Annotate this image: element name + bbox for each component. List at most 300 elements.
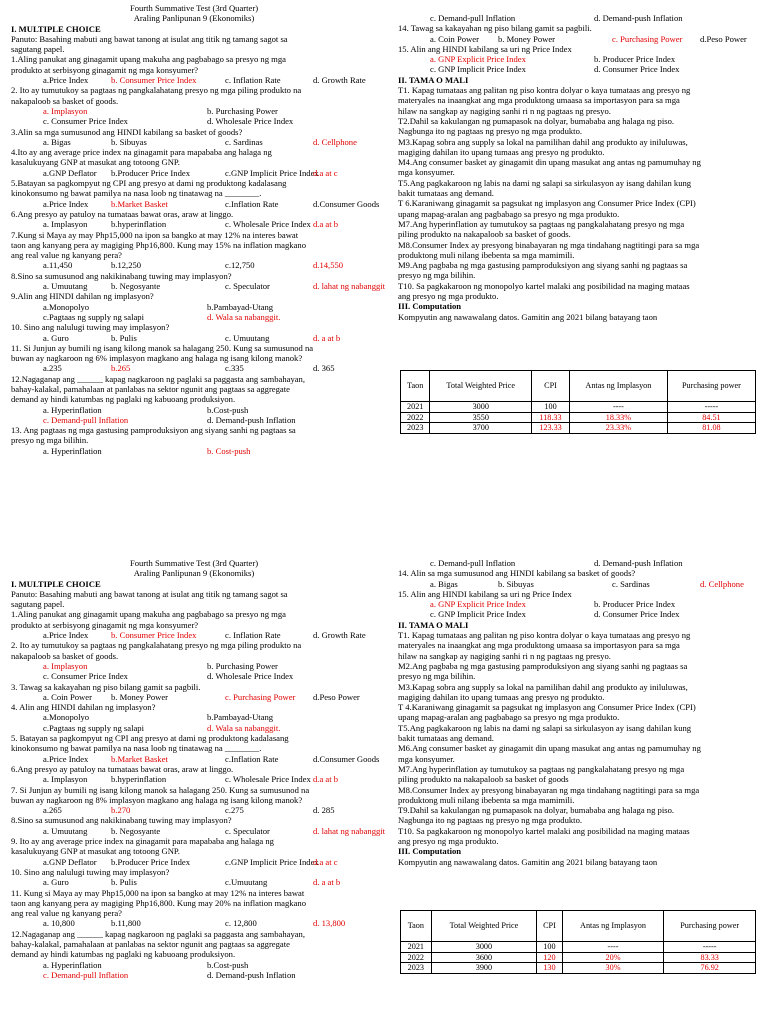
line-text: 2. Ito ay tumutukoy sa pagtaas ng pangkalahatang presyo ng mga piling produkto na	[11, 85, 302, 96]
choice-option: b. Purchasing Power	[207, 105, 278, 116]
choice-option: c.GNP Implicit Price Index	[225, 856, 319, 867]
choice-option: c. Sardinas	[612, 578, 650, 589]
choice-option: c. 12,800	[225, 918, 257, 929]
line-text: 8.Sino sa sumusunod ang nakikinabang tuwing may implasyon?	[11, 270, 232, 281]
version2-left-line	[11, 640, 377, 650]
version1-left-line	[11, 446, 377, 456]
line-text: piling produkto na nakapaloob sa basket of goods.	[398, 229, 571, 240]
version2-right-line	[398, 723, 758, 733]
line-text: 13. Ang pagtaas ng mga gastusing pamproduksiyon ang siyang sanhi ng pagtaas sa	[11, 425, 296, 436]
line-text: materyales na inaangkat ang mga produktong umaasa sa importasyon para sa mga	[398, 640, 680, 651]
version1-left-line	[11, 198, 380, 209]
version1-left-line	[11, 281, 386, 292]
line-text: T2.Dahil sa kakulangan ng pumapasok na dolyar, bumababa ang halaga ng piso.	[398, 115, 675, 126]
line-text: T1. Kapag tumataas ang palitan ng piso kontra dolyar o kaya tumataas ang presyo ng	[398, 630, 691, 641]
choice-option: d. a at b	[313, 877, 341, 888]
version1-left-line	[11, 209, 377, 219]
v1-right-column	[398, 13, 758, 322]
line-text: T10. Sa pagkakaroon ng monopolyo kartel malaki ang posibilidad na maging mataas	[398, 280, 690, 291]
line-text: Panuto: Basahing mabuti ang bawat tanong at isulat ang titik ng tamang sagot sa	[11, 588, 288, 599]
version2-right-line	[398, 774, 758, 784]
version1-right-line	[398, 209, 758, 219]
line-text: bakit tumataas ang demand.	[398, 733, 494, 744]
choice-option: d. Demand-push Inflation	[594, 558, 683, 568]
choice-option: a. Guro	[43, 332, 69, 343]
table-cell: 3700	[430, 423, 532, 434]
version2-right-line	[398, 640, 758, 650]
choice-option: c. Demand-pull Inflation	[43, 969, 129, 980]
table-header: CPI	[532, 371, 570, 402]
table-cell: 100	[532, 402, 570, 413]
line-text: 4.Ito ay ang average price index na ginagamit para mapababa ang halaga ng	[11, 147, 272, 158]
choice-option: a. Bigas	[430, 578, 458, 589]
choice-option: c. Inflation Rate	[225, 630, 281, 641]
version2-right-line	[398, 630, 758, 640]
choice-option: b. Consumer Price Index	[111, 630, 197, 641]
choice-option: b.12,250	[111, 260, 142, 271]
choice-option: b.Pambayad-Utang	[207, 712, 274, 723]
version2-left-line	[11, 898, 377, 908]
version2-right-line	[398, 568, 758, 578]
version2-left-line	[11, 970, 377, 980]
table-cell: 123.33	[532, 423, 570, 434]
version1-left-line	[11, 230, 377, 240]
version1-left-line	[11, 250, 377, 260]
choice-option: b. Producer Price Index	[594, 54, 676, 65]
line-text: 9.Alin ang HINDI dahilan ng implasyon?	[11, 291, 154, 302]
choice-option: d. Wholesale Price Index	[207, 116, 294, 127]
version1-left-line	[11, 363, 377, 373]
choice-option: c. Consumer Price Index	[43, 671, 128, 682]
table-cell: 18.33%	[569, 412, 667, 423]
line-text: II. TAMA O MALI	[398, 619, 469, 630]
line-text: taon ang kanyang pera ay magiging Php16,800. Kung may 15% na inflation magkano	[11, 239, 306, 250]
line-text: produktong muli nilang ibebenta sa mga mamimili.	[398, 249, 575, 260]
choice-option: d.Consumer Goods	[313, 198, 380, 209]
line-text: M8.Consumer Index ay presyong binabayaran ng mga tindahang nagtitingi para sa mga	[398, 239, 700, 250]
v1-computation-table	[400, 370, 756, 434]
line-text: piling produkto na nakapaloob sa basket of goods	[398, 774, 569, 785]
version2-right-line	[398, 651, 758, 661]
version2-left-line	[11, 918, 377, 928]
table-cell: ----	[562, 942, 664, 953]
choice-option: a. 10,800	[43, 918, 75, 929]
line-text: ang presyo ng mga produkto.	[398, 836, 499, 847]
line-text: 10. Sino ang nalulugi tuwing may implasyon?	[11, 322, 170, 333]
choice-option: b. Money Power	[111, 691, 169, 702]
table-cell: -----	[664, 942, 756, 953]
line-text: 2. Ito ay tumutukoy sa pagtaas ng pangkalahatang presyo ng mga piling produkto na	[11, 640, 302, 651]
line-text: 7.Kung si Maya ay may Php15,000 na ipon sa bangko at may 12% na interes bawat	[11, 229, 299, 240]
v2-right-column	[398, 558, 758, 867]
version1-right-line	[398, 54, 758, 64]
line-text: bahay-kalakal, pamahalaan at panlabas na sektor ngunit ang pagtaas sa aggregate	[11, 938, 290, 949]
choice-option: b. Purchasing Power	[207, 660, 278, 671]
version1-right-line	[398, 270, 758, 280]
line-text: hilaw na sangkap ay nagiging sanhi ri n ng pagtaas ng presyo.	[398, 105, 611, 116]
choice-option: d. Consumer Price Index	[594, 609, 680, 620]
choice-option: a. Bigas	[43, 136, 71, 147]
version2-left-line	[11, 671, 377, 681]
choice-option: c. GNP Implicit Price Index	[430, 609, 526, 620]
version1-left-line	[11, 75, 377, 85]
line-text: nakapaloob sa basket of goods.	[11, 95, 119, 106]
version2-left-line	[11, 857, 377, 867]
version2-left-line	[11, 712, 377, 722]
choice-option: a. Umuutang	[43, 281, 88, 292]
line-text: mga konsyumer.	[398, 753, 455, 764]
choice-option: a. GNP Explicit Price Index	[430, 54, 526, 65]
choice-option: d. 13,800	[313, 918, 346, 929]
table-cell: 118.33	[532, 412, 570, 423]
choice-option: c. Inflation Rate	[225, 75, 281, 86]
line-text: 12.Nagaganap ang ______ kapag nagkaroon ng paglaki sa paggasta ang sambahayan,	[11, 928, 306, 939]
version1-left-line	[11, 85, 377, 95]
version1-left-line	[11, 322, 377, 332]
choice-option: a. Hyperinflation	[43, 445, 102, 456]
version1-left-line	[11, 240, 377, 250]
version1-left-line	[11, 384, 377, 394]
line-text: T10. Sa pagkakaroon ng monopolyo kartel malaki ang posibilidad na maging mataas	[398, 825, 690, 836]
table-cell: 83.33	[664, 952, 756, 963]
choice-option: d. Demand-push Inflation	[207, 969, 296, 980]
version1-right-line	[398, 240, 758, 250]
version2-left-line	[11, 733, 377, 743]
line-text: kinokonsumo ng bawat pamilya na nasa loob ng tinatawag na ________.	[11, 188, 262, 199]
table-cell: 3000	[431, 942, 537, 953]
table-cell: 130	[537, 963, 562, 974]
version1-left-line	[11, 291, 377, 301]
table-cell: 2023	[401, 963, 432, 974]
line-text: 15. Alin ang HINDI kabilang sa uri ng Price Index	[398, 43, 572, 54]
line-text: 1.Aling panukat ang ginagamit upang makuha ang pagbabago sa presyo ng mga	[11, 54, 286, 65]
choice-option: c. Wholesale Price Index	[225, 774, 311, 785]
choice-option: c. Purchasing Power	[225, 691, 296, 702]
version1-right-line	[398, 167, 758, 177]
version2-left-line	[11, 877, 377, 887]
version2-right-line	[398, 579, 758, 589]
version2-left-line	[11, 599, 377, 609]
table-header: Antas ng Implasyon	[569, 371, 667, 402]
choice-option: b.265	[111, 363, 131, 374]
table-cell: 23.33%	[569, 423, 667, 434]
version1-left-line	[11, 157, 377, 167]
line-text: M8.Consumer Index ay presyong binabayaran ng mga tindahang nagtitingi para sa mga	[398, 784, 700, 795]
line-text: 3.Alin sa mga sumusunod ang HINDI kabilang sa basket of goods?	[11, 126, 243, 137]
version2-right-line	[398, 826, 758, 836]
choice-option: d. Wala sa nabanggit.	[207, 311, 281, 322]
choice-option: a.GNP Deflator	[43, 167, 97, 178]
choice-option: c.GNP Implicit Price Index	[225, 167, 319, 178]
choice-option: b.Cost-push	[207, 404, 249, 415]
line-text: T1. Kapag tumataas ang palitan ng piso kontra dolyar o kaya tumataas ang presyo ng	[398, 85, 691, 96]
version2-right-line	[398, 805, 758, 815]
line-text: T5.Ang pagkakaroon ng labis na dami ng salapi sa sirkulasyon ay isang dahilan kung	[398, 722, 692, 733]
choice-option: b. Pulis	[111, 332, 137, 343]
line-text: ang presyo ng mga produkto.	[398, 291, 499, 302]
choice-option: b. Consumer Price Index	[111, 75, 197, 86]
choice-option: d.a at b	[313, 774, 339, 785]
line-text: demand ay hindi katumbas ng paglaki ng kabuoang produksiyon.	[11, 949, 236, 960]
choice-option: c.Pagtaas ng supply ng salapi	[43, 722, 144, 733]
choice-option: b. Pulis	[111, 877, 137, 888]
v1-header-subtitle: Araling Panlipunan 9 (Ekonomiks)	[133, 13, 255, 24]
table-row	[401, 412, 756, 423]
choice-option: b. Sibuyas	[498, 578, 534, 589]
choice-option: d. 365	[313, 363, 335, 374]
version2-right-line	[398, 661, 758, 671]
line-text: T9.Dahil sa kakulangan ng pumapasok na dolyar, bumababa ang halaga ng piso.	[398, 805, 675, 816]
line-text: upang mapag-aralan ang pagbabago sa presyo ng mga produkto.	[398, 712, 620, 723]
version1-right-line	[398, 13, 758, 23]
line-text: magiging dahilan ito upang tumaas ang presyo ng produkto.	[398, 691, 605, 702]
v2-header-title: Fourth Summative Test (3rd Quarter)	[129, 558, 259, 568]
line-text: 3. Tawag sa kakayahan ng piso bilang gamit sa pagbili.	[11, 681, 201, 692]
version2-left-line	[11, 815, 377, 825]
choice-option: d.14,550	[313, 260, 344, 271]
choice-option: b. Producer Price Index	[594, 599, 676, 610]
choice-option: a. Hyperinflation	[43, 959, 102, 970]
table-cell: 2023	[401, 423, 430, 434]
line-text: produktong muli nilang ibebenta sa mga mamimili.	[398, 794, 575, 805]
line-text: sagutang papel.	[11, 599, 65, 610]
table-cell: 81.08	[667, 423, 755, 434]
version1-left-line	[11, 405, 377, 415]
table-row	[401, 423, 756, 434]
choice-option: a. Umuutang	[43, 825, 88, 836]
line-text: 5.Batayan sa pagkompyut ng CPI ang presyo at dami ng produktong kadalasang	[11, 178, 287, 189]
version1-left-line	[11, 353, 377, 363]
choice-option: a. Coin Power	[430, 33, 479, 44]
version2-left-line	[11, 651, 377, 661]
version2-right-line	[398, 785, 758, 795]
line-text: M7.Ang hyperinflation ay tumutukoy sa pagtaas ng pangkalahatang presyo ng mga	[398, 763, 685, 774]
version1-left-line	[11, 127, 377, 137]
table-cell: 2022	[401, 412, 430, 423]
choice-option: c. Demand-pull Inflation	[43, 414, 129, 425]
version2-right-line	[398, 702, 758, 712]
version1-right-line	[398, 34, 758, 44]
version2-left-line	[11, 743, 377, 753]
choice-option: a.265	[43, 805, 62, 816]
version1-left-line	[11, 394, 377, 404]
version2-right-line	[398, 754, 758, 764]
choice-option: b. Sibuyas	[111, 136, 147, 147]
table-header: Total Weighted Price	[431, 911, 537, 942]
table-cell: 30%	[562, 963, 664, 974]
line-text: kasalukuyang GNP at masukat ang totoong GNP.	[11, 846, 180, 857]
version2-left-line	[11, 825, 386, 836]
line-text: M7.Ang hyperinflation ay tumutukoy sa pagtaas ng pangkalahatang presyo ng mga	[398, 218, 685, 229]
version2-left-line	[11, 867, 377, 877]
version2-left-line	[11, 939, 377, 949]
choice-option: a. Coin Power	[43, 691, 92, 702]
table-header: Taon	[401, 371, 430, 402]
version1-right-line	[398, 85, 758, 95]
version1-right-line	[398, 126, 758, 136]
version1-left-line	[11, 312, 377, 322]
choice-option: c. Speculator	[225, 281, 270, 292]
choice-option: d. Wala sa nabanggit.	[207, 722, 281, 733]
version1-right-line	[398, 281, 758, 291]
version1-right-line	[398, 188, 758, 198]
version2-right-line	[398, 795, 758, 805]
choice-option: b. Money Power	[498, 33, 556, 44]
table-cell: 100	[537, 942, 562, 953]
choice-option: c.Pagtaas ng supply ng salapi	[43, 311, 144, 322]
choice-option: d. lahat ng nabanggit	[313, 281, 386, 292]
version1-right-line	[398, 260, 758, 270]
version2-left-line	[11, 630, 377, 640]
line-text: 9. Ito ay ang average price index na ginagamit para mapababa ang halaga ng	[11, 836, 274, 847]
line-text: materyales na inaangkat ang mga produktong umaasa sa importasyon para sa mga	[398, 95, 680, 106]
choice-option: c.Umuutang	[225, 877, 268, 888]
version1-left-line	[11, 333, 377, 343]
version2-left-line	[11, 661, 377, 671]
choice-option: b.Cost-push	[207, 959, 249, 970]
choice-option: b.hyperinflation	[111, 219, 167, 230]
version2-right-line	[398, 764, 758, 774]
line-text: M9.Ang pagbaba ng mga gastusing pamproduksiyon ang siyang sanhi ng pagtaas sa	[398, 260, 688, 271]
line-text: produkto at serbisyong ginagamit ng mga konsyumer?	[11, 64, 199, 75]
choice-option: a.11,450	[43, 260, 73, 271]
choice-option: a. Implasyon	[43, 105, 88, 116]
version1-left-line	[11, 44, 377, 54]
version2-left-line	[11, 795, 377, 805]
choice-option: c. Sardinas	[225, 136, 263, 147]
choice-option: a.Monopolyo	[43, 301, 90, 312]
table-cell: 2021	[401, 942, 432, 953]
line-text: presyo ng mga bilihin.	[398, 270, 476, 281]
version1-right-line	[398, 95, 758, 105]
version1-left-line	[11, 271, 377, 281]
choice-option: a.Price Index	[43, 630, 89, 641]
version2-right-line	[398, 857, 758, 867]
line-text: ang real value ng kanyang pera?	[11, 908, 122, 919]
table-cell: 20%	[562, 952, 664, 963]
line-text: mga konsyumer.	[398, 167, 455, 178]
version2-right-line	[398, 692, 758, 702]
line-text: M3.Kapag sobra ang supply sa lokal na pamilihan dahil ang produkto ay iniluluwas,	[398, 136, 688, 147]
line-text: Nagbunga ito ng pagtaas ng presyo ng mga produkto.	[398, 815, 583, 826]
choice-option: c. Consumer Price Index	[43, 116, 128, 127]
choice-option: c.275	[225, 805, 244, 816]
choice-option: a. Hyperinflation	[43, 404, 102, 415]
choice-option: d. a at b	[313, 332, 341, 343]
choice-option: c. Speculator	[225, 825, 270, 836]
line-text: 7. Si Junjun ay bumili ng isang kilong manok sa halagang 250. Kung sa sumusunod na	[11, 784, 310, 795]
line-text: Kompyutin ang nawawalang datos. Gamitin ang 2021 bilang batayang taon	[398, 311, 658, 322]
version1-left-line	[11, 415, 377, 425]
table-row	[401, 942, 756, 953]
table-header: Purchasing power	[664, 911, 756, 942]
line-text: 11. Si Junjun ay bumili ng isang kilong manok sa halagang 250. Kung sa sumusunod na	[11, 342, 314, 353]
version1-right-line	[398, 219, 758, 229]
version1-right-line	[398, 157, 758, 167]
line-text: presyo ng mga bilihin.	[398, 671, 476, 682]
version1-left-line	[11, 178, 377, 188]
version2-left-line	[11, 682, 377, 692]
version1-left-line	[11, 34, 377, 44]
version2-left-line	[11, 579, 377, 589]
line-text: 6.Ang presyo ay patuloy na tumataas bawat oras, araw at linggo.	[11, 763, 234, 774]
version2-left-line	[11, 723, 377, 733]
table-row	[401, 402, 756, 413]
version1-right-line	[398, 312, 758, 322]
table-cell: 3900	[431, 963, 537, 974]
choice-option: d.a at c	[313, 167, 338, 178]
table-cell: -----	[667, 402, 755, 413]
line-text: 12.Nagaganap ang ______ kapag nagkaroon ng paglaki sa paggasta ang sambahayan,	[11, 373, 306, 384]
version2-left-line	[11, 609, 377, 619]
version2-left-line	[11, 805, 377, 815]
line-text: 11. Kung si Maya ay may Php15,000 na ipon sa bangko at may 12% na interes bawat	[11, 887, 305, 898]
choice-option: c. Umuutang	[225, 332, 270, 343]
version1-left-line	[11, 137, 377, 147]
choice-option: a. Guro	[43, 877, 69, 888]
choice-option: a. Implasyon	[43, 774, 88, 785]
version1-left-line	[11, 435, 377, 445]
choice-option: d. Growth Rate	[313, 75, 366, 86]
choice-option: b.hyperinflation	[111, 774, 167, 785]
choice-option: c. Purchasing Power	[612, 33, 683, 44]
choice-option: b. Negosyante	[111, 281, 161, 292]
version2-right-line	[398, 558, 758, 568]
line-text: M2.Ang pagbaba ng mga gastusing pamproduksiyon ang siyang sanhi ng pagtaas sa	[398, 660, 688, 671]
choice-option: b.270	[111, 805, 131, 816]
version2-left-line	[11, 949, 377, 959]
version1-left-line	[11, 302, 377, 312]
choice-option: a.Price Index	[43, 75, 89, 86]
v1-header-title: Fourth Summative Test (3rd Quarter)	[129, 3, 259, 13]
version2-right-line	[398, 671, 758, 681]
line-text: M6.Ang consumer basket ay ginagamit din upang masukat ang antas ng pamumuhay ng	[398, 743, 701, 754]
choice-option: c.335	[225, 363, 244, 374]
line-text: Nagbunga ito ng pagtaas ng presyo ng mga produkto.	[398, 126, 583, 137]
line-text: produkto at serbisyong ginagamit ng mga konsyumer?	[11, 619, 199, 630]
line-text: buwan ay nagkaroon ng 6% implasyon magkano ang halaga ng isang kilong manok?	[11, 353, 303, 364]
choice-option: d. 285	[313, 805, 335, 816]
version1-right-line	[398, 229, 758, 239]
choice-option: b.Market Basket	[111, 198, 168, 209]
line-text: Panuto: Basahing mabuti ang bawat tanong at isulat ang titik ng tamang sagot sa	[11, 33, 288, 44]
table-cell: 3600	[431, 952, 537, 963]
version2-left-line	[11, 692, 377, 702]
line-text: 10. Sino ang nalulugi tuwing may implasyon?	[11, 866, 170, 877]
version2-right-line	[398, 599, 758, 609]
line-text: presyo ng mga bilihin.	[11, 435, 89, 446]
table-header: Taon	[401, 911, 432, 942]
line-text: buwan ay nagkaroon ng 8% implasyon magkano ang halaga ng isang kilong manok?	[11, 794, 303, 805]
table-cell: 2022	[401, 952, 432, 963]
version1-right-line	[398, 178, 758, 188]
choice-option: d.a at b	[313, 219, 339, 230]
choice-option: b. Cost-push	[207, 445, 251, 456]
line-text: hilaw na sangkap ay nagiging sanhi ri n ng pagtaas ng presyo.	[398, 650, 611, 661]
version2-left-line	[11, 836, 377, 846]
version1-right-line	[398, 23, 758, 33]
choice-option: d. Cellphone	[700, 578, 744, 589]
choice-option: c.12,750	[225, 260, 255, 271]
choice-option: d.a at c	[313, 856, 338, 867]
line-text: 5. Batayan sa pagkompyut ng CPI ang presyo at dami ng produktong kadalasang	[11, 733, 289, 744]
choice-option: b.Producer Price Index	[111, 167, 190, 178]
choice-option: c. Demand-pull Inflation	[430, 13, 516, 23]
table-row	[401, 952, 756, 963]
version1-right-line	[398, 106, 758, 116]
line-text: I. MULTIPLE CHOICE	[11, 578, 101, 589]
version2-right-line	[398, 609, 758, 619]
